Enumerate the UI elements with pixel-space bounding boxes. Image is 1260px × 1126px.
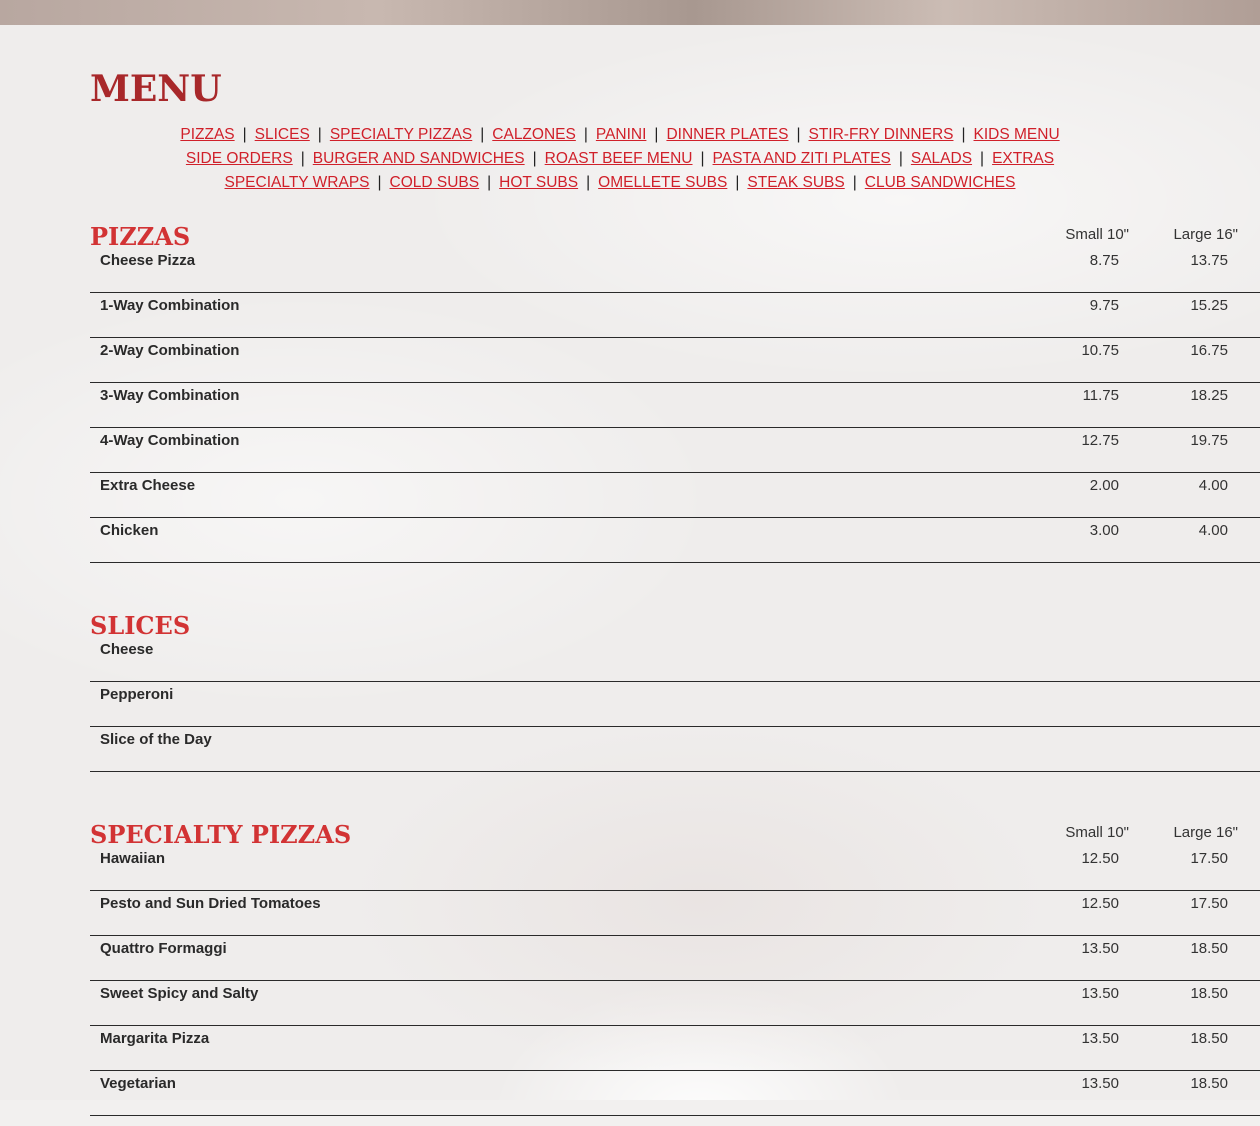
menu-item-row	[90, 727, 1260, 772]
section-pizzas	[90, 222, 1260, 573]
price-large: 13.75	[1190, 252, 1228, 269]
nav-separator: |	[583, 126, 588, 143]
nav-separator: |	[586, 174, 591, 191]
price-large: 15.25	[1190, 297, 1228, 314]
item-name: 1-Way Combination	[100, 297, 240, 314]
nav-link-pasta-and-ziti-plates[interactable]: PASTA AND ZITI PLATES	[712, 150, 891, 167]
menu-item-row	[90, 293, 1260, 338]
price-small: 9.75	[1089, 297, 1119, 314]
nav-link-calzones[interactable]: CALZONES	[492, 126, 576, 143]
item-name: Chicken	[100, 522, 159, 539]
nav-separator: |	[487, 174, 492, 191]
item-name: Quattro Formaggi	[100, 940, 227, 957]
nav-separator: |	[300, 150, 305, 167]
price-small: 12.50	[1081, 895, 1119, 912]
nav-separator: |	[654, 126, 659, 143]
section-title: SLICES	[90, 611, 191, 640]
nav-link-slices[interactable]: SLICES	[254, 126, 310, 143]
menu-item-row	[90, 473, 1260, 518]
menu-item-row	[90, 383, 1260, 428]
section-title: PIZZAS	[90, 222, 191, 251]
item-name: 2-Way Combination	[100, 342, 240, 359]
menu-item-row	[90, 682, 1260, 727]
nav-link-steak-subs[interactable]: STEAK SUBS	[747, 174, 845, 191]
price-small: 3.00	[1089, 522, 1119, 539]
menu-item-row	[90, 637, 1260, 682]
menu-item-row	[90, 518, 1260, 563]
nav-separator: |	[242, 126, 247, 143]
section-slices	[90, 611, 1260, 782]
nav-line-3	[10, 171, 1230, 195]
price-large: 4.00	[1198, 477, 1228, 494]
nav-link-specialty-wraps[interactable]: SPECIALTY WRAPS	[224, 174, 370, 191]
price-large: 4.00	[1198, 522, 1228, 539]
nav-link-dinner-plates[interactable]: DINNER PLATES	[666, 126, 789, 143]
nav-separator: |	[852, 174, 857, 191]
price-large: 18.50	[1190, 940, 1228, 957]
price-small: 13.50	[1081, 940, 1119, 957]
item-name: Cheese Pizza	[100, 252, 196, 269]
page-title: MENU	[90, 68, 222, 110]
column-header-large: Large 16"	[1173, 824, 1238, 841]
nav-link-burger-and-sandwiches[interactable]: BURGER AND SANDWICHES	[312, 150, 525, 167]
item-list	[90, 248, 1260, 563]
price-small: 11.75	[1082, 387, 1119, 404]
price-large: 17.50	[1190, 850, 1228, 867]
price-small: 13.50	[1081, 1075, 1119, 1092]
menu-item-row	[90, 936, 1260, 981]
nav-link-specialty-pizzas[interactable]: SPECIALTY PIZZAS	[329, 126, 473, 143]
item-name: Hawaiian	[100, 850, 166, 867]
item-name: Pepperoni	[100, 686, 174, 703]
item-name: Vegetarian	[100, 1075, 176, 1092]
item-name: Margarita Pizza	[100, 1030, 210, 1047]
nav-separator: |	[796, 126, 801, 143]
nav-link-cold-subs[interactable]: COLD SUBS	[389, 174, 480, 191]
price-small: 2.00	[1089, 477, 1119, 494]
menu-item-row	[90, 1071, 1260, 1116]
item-list	[90, 637, 1260, 772]
nav-link-hot-subs[interactable]: HOT SUBS	[499, 174, 579, 191]
nav-separator: |	[898, 150, 903, 167]
section-specialty-pizzas	[90, 820, 1260, 1126]
item-name: 3-Way Combination	[100, 387, 240, 404]
item-name: Extra Cheese	[100, 477, 196, 494]
column-header-small: Small 10"	[1065, 226, 1129, 243]
menu-item-row	[90, 428, 1260, 473]
nav-separator: |	[532, 150, 537, 167]
nav-separator: |	[377, 174, 382, 191]
menu-item-row	[90, 338, 1260, 383]
item-list	[90, 846, 1260, 1116]
price-large: 19.75	[1190, 432, 1228, 449]
nav-link-kids-menu[interactable]: KIDS MENU	[973, 126, 1060, 143]
column-header-large: Large 16"	[1173, 226, 1238, 243]
nav-link-extras[interactable]: EXTRAS	[992, 150, 1055, 167]
price-small: 10.75	[1081, 342, 1119, 359]
price-small: 13.50	[1081, 1030, 1119, 1047]
item-name: Sweet Spicy and Salty	[100, 985, 259, 1002]
header-image-strip	[0, 0, 1260, 25]
price-large: 18.25	[1190, 387, 1228, 404]
price-small: 13.50	[1081, 985, 1119, 1002]
nav-link-stir-fry-dinners[interactable]: STIR-FRY DINNERS	[808, 126, 954, 143]
price-small: 12.50	[1081, 850, 1119, 867]
menu-item-row	[90, 891, 1260, 936]
nav-link-club-sandwiches[interactable]: CLUB SANDWICHES	[864, 174, 1016, 191]
price-small: 12.75	[1081, 432, 1119, 449]
nav-link-panini[interactable]: PANINI	[595, 126, 647, 143]
nav-line-2	[10, 147, 1230, 171]
price-large: 18.50	[1190, 985, 1228, 1002]
nav-separator: |	[480, 126, 485, 143]
menu-item-row	[90, 1026, 1260, 1071]
column-header-small: Small 10"	[1065, 824, 1129, 841]
menu-item-row	[90, 981, 1260, 1026]
price-large: 18.50	[1190, 1030, 1228, 1047]
nav-link-side-orders[interactable]: SIDE ORDERS	[185, 150, 293, 167]
price-small: 8.75	[1089, 252, 1119, 269]
nav-line-1	[10, 123, 1230, 147]
item-name: Cheese	[100, 641, 154, 658]
menu-item-row	[90, 248, 1260, 293]
nav-separator: |	[961, 126, 966, 143]
price-large: 16.75	[1190, 342, 1228, 359]
item-name: Slice of the Day	[100, 731, 212, 748]
nav-separator: |	[980, 150, 985, 167]
nav-separator: |	[700, 150, 705, 167]
price-large: 17.50	[1190, 895, 1228, 912]
category-nav	[10, 123, 1230, 195]
nav-link-salads[interactable]: SALADS	[910, 150, 973, 167]
nav-separator: |	[317, 126, 322, 143]
price-large: 18.50	[1190, 1075, 1228, 1092]
nav-link-pizzas[interactable]: PIZZAS	[180, 126, 235, 143]
menu-content	[90, 25, 1260, 195]
item-name: 4-Way Combination	[100, 432, 240, 449]
nav-link-roast-beef-menu[interactable]: ROAST BEEF MENU	[544, 150, 693, 167]
nav-separator: |	[735, 174, 740, 191]
item-name: Pesto and Sun Dried Tomatoes	[100, 895, 321, 912]
menu-item-row	[90, 846, 1260, 891]
nav-link-omellete-subs[interactable]: OMELLETE SUBS	[598, 174, 728, 191]
section-title: SPECIALTY PIZZAS	[90, 820, 352, 849]
